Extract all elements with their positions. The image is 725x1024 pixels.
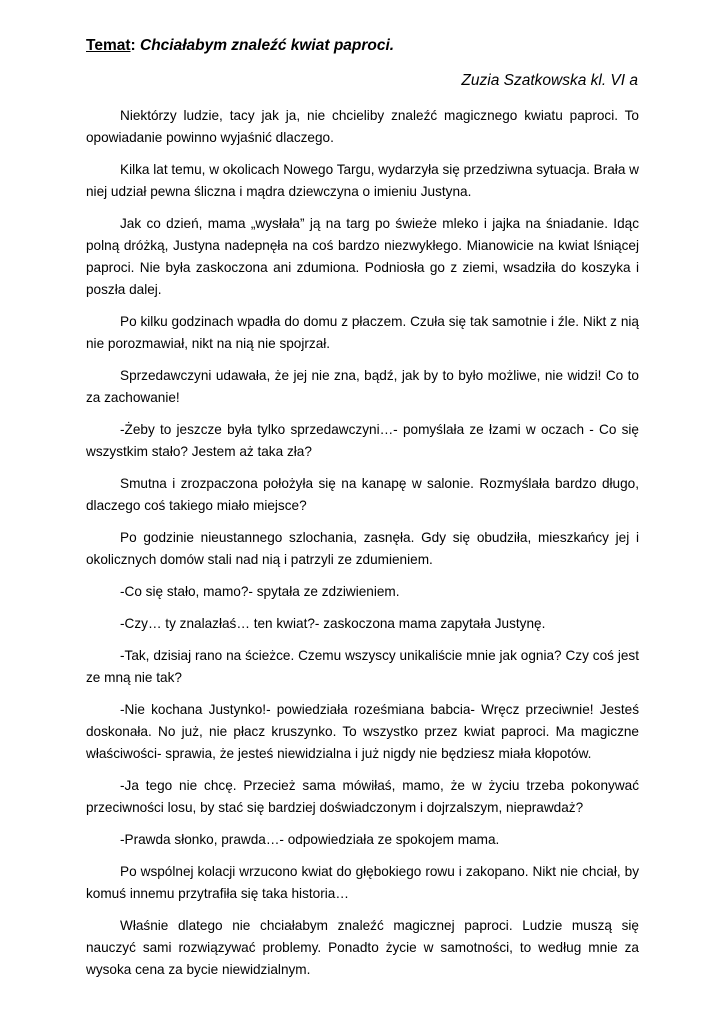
title-label: Temat	[86, 37, 131, 54]
story-body	[86, 105, 639, 991]
paragraph: Po godzinie nieustannego szlochania, zasnęła. Gdy się obudziła, mieszkańcy jej i okolicznych domów stali nad nią i patrzyli ze zdumieniem.	[86, 530, 639, 567]
paragraph: Jak co dzień, mama „wysłała” ją na targ po świeże mleko i jajka na śniadanie. Idąc polną dróżką, Justyna nadepnęła na coś bardzo niezwykłego. Mianowicie na kwiat lśniącej paproci. Nie była zaskoczona ani zdumiona. Podniosła go z ziemi, wsadziła do koszyka i poszła dalej.	[86, 216, 639, 297]
page-title	[86, 36, 394, 56]
paragraph: -Nie kochana Justynko!- powiedziała roześmiana babcia- Wręcz przeciwnie! Jesteś doskonała. No już, nie płacz kruszynko. To wszystko przez kwiat paproci. Ma magiczne właściwości- sprawia, że jesteś niewidzialna i już nigdy nie będziesz miała kłopotów.	[86, 702, 639, 761]
paragraph: -Prawda słonko, prawda…- odpowiedziała ze spokojem mama.	[120, 832, 500, 847]
author-line: Zuzia Szatkowska kl. VI a	[461, 72, 638, 89]
paragraph: -Co się stało, mamo?- spytała ze zdziwieniem.	[120, 584, 400, 599]
paragraph: Po wspólnej kolacji wrzucono kwiat do głębokiego rowu i zakopano. Nikt nie chciał, by komuś innemu przytrafiła się taka historia…	[86, 864, 639, 901]
title-text: Chciałabym znaleźć kwiat paproci.	[140, 37, 395, 54]
paragraph: -Czy… ty znalazłaś… ten kwiat?- zaskoczona mama zapytała Justynę.	[120, 616, 546, 631]
paragraph: -Ja tego nie chcę. Przecież sama mówiłaś, mamo, że w życiu trzeba pokonywać przeciwności losu, by stać się bardziej doświadczonym i dojrzalszym, nieprawdaż?	[86, 778, 639, 815]
paragraph: -Żeby to jeszcze była tylko sprzedawczyni…- pomyślała ze łzami w oczach - Co się wszystkim stało? Jestem aż taka zła?	[86, 422, 639, 459]
paragraph: Właśnie dlatego nie chciałabym znaleźć magicznej paproci. Ludzie muszą się nauczyć sami rozwiązywać problemy. Ponadto życie w samotności, to według mnie za wysoka cena za bycie niewidzialnym.	[86, 918, 639, 977]
title-separator: :	[130, 37, 136, 54]
paragraph: Po kilku godzinach wpadła do domu z płaczem. Czuła się tak samotnie i źle. Nikt z nią nie porozmawiał, nikt na nią nie spojrzał.	[86, 314, 639, 351]
paragraph: -Tak, dzisiaj rano na ścieżce. Czemu wszyscy unikaliście mnie jak ognia? Czy coś jest ze mną nie tak?	[86, 648, 639, 685]
paragraph: Sprzedawczyni udawała, że jej nie zna, bądź, jak by to było możliwe, nie widzi! Co to za zachowanie!	[86, 368, 639, 405]
paragraph: Kilka lat temu, w okolicach Nowego Targu, wydarzyła się przedziwna sytuacja. Brała w niej udział pewna śliczna i mądra dziewczyna o imieniu Justyna.	[86, 162, 639, 199]
paragraph: Niektórzy ludzie, tacy jak ja, nie chcieliby znaleźć magicznego kwiatu paproci. To opowiadanie powinno wyjaśnić dlaczego.	[86, 108, 639, 145]
paragraph: Smutna i zrozpaczona położyła się na kanapę w salonie. Rozmyślała bardzo długo, dlaczego coś takiego miało miejsce?	[86, 476, 639, 513]
